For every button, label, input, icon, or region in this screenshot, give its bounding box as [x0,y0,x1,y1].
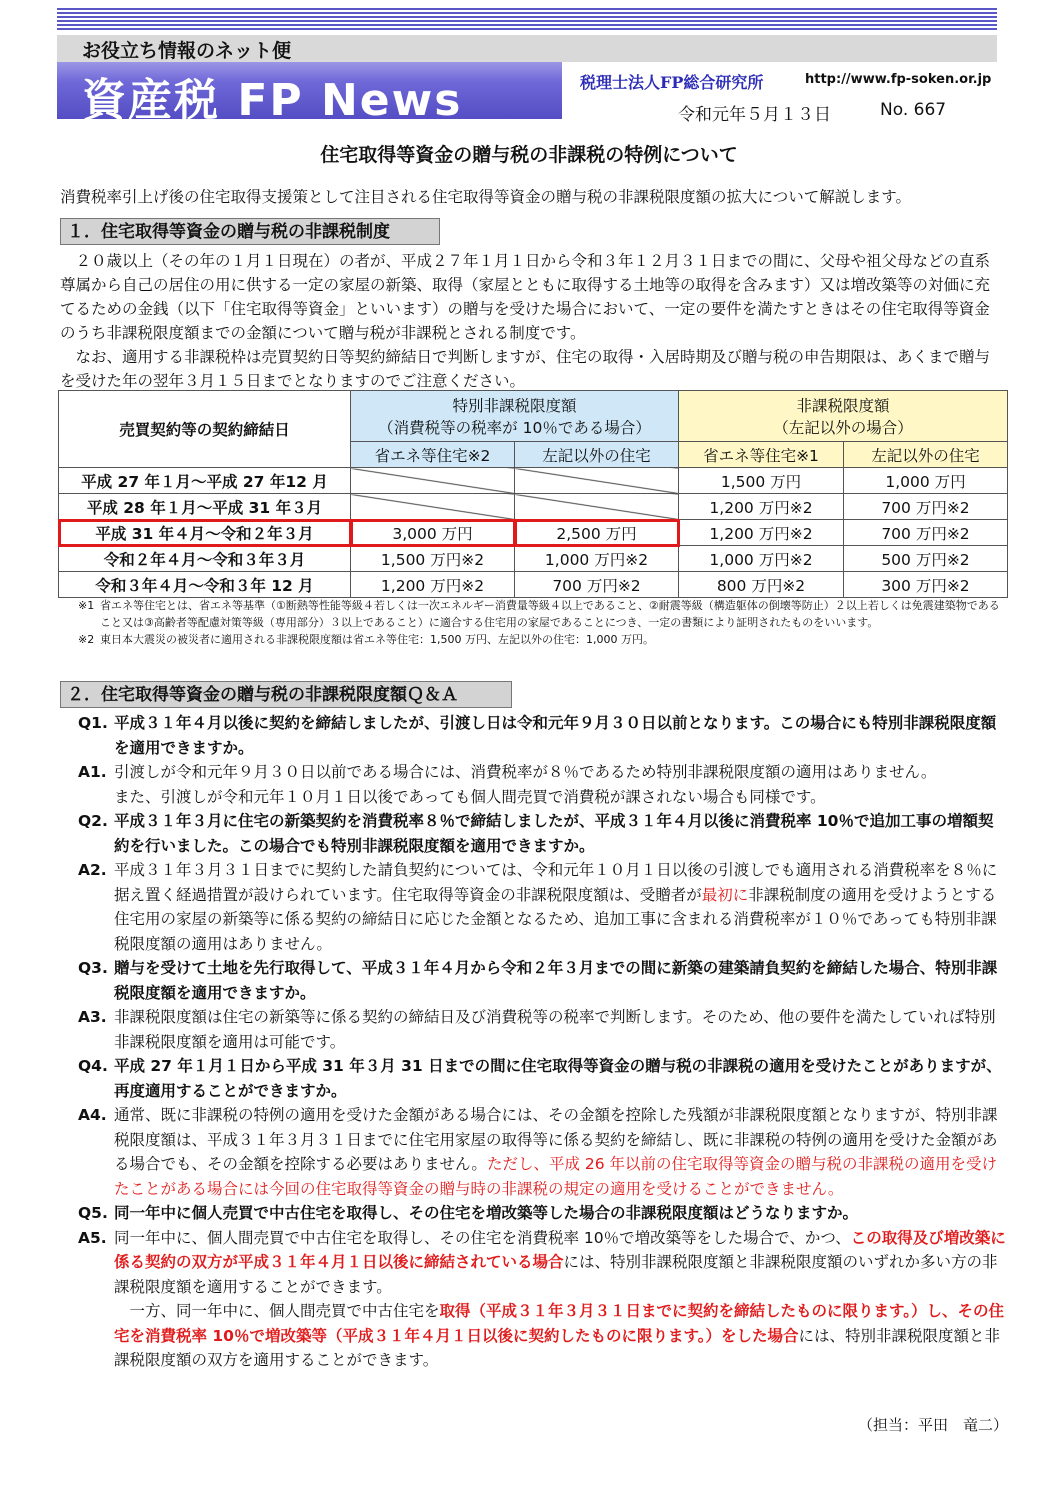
answer-2: A2. 平成３１年３月３１日までに契約した請負契約については、令和元年１０月１日以後の引渡しでも適用される消費税率を８％に据え置く経過措置が設けられています。住宅取得等資金の非課税限度額は、受贈者が最初に非課税制度の適用を受けようとする住宅用の家屋の新築等に係る契約の締結日に応じた金額となるため、追加工事に含まれる消費税率が１０％であっても特別非課税限度額の適用はありません。 [78,861,998,953]
col-header-contract-date: 売買契約等の契約締結日 [59,391,351,468]
header-stripes [57,8,997,34]
sub-header-energy-2: 省エネ等住宅※1 [679,442,844,468]
answer-4: A4. 通常、既に非課税の特例の適用を受けた金額がある場合には、その金額を控除した残額が非課税限度額となりますが、特別非課税限度額は、平成３１年３月３１日までに住宅用家屋の取得等に係る契約を締結し、既に非課税の特例の適用を受けた金額がある場合でも、その金額を控除する必要はありません。ただし、平成 26 年以前の住宅取得等資金の贈与税の非課税の適用を受けたことがある場合には今回の住宅取得等資金の贈与時の非課税の規定の適用を受けることができません。 [78,1106,998,1198]
section2-heading: ２．住宅取得等資金の贈与税の非課税限度額Ｑ＆Ａ [60,681,512,708]
question-4: Q4. 平成 27 年１月１日から平成 31 年３月 31 日までの間に住宅取得等資金の贈与税の非課税の適用を受けたことがありますが、再度適用することができますか。 [78,1057,1002,1100]
article-title: 住宅取得等資金の贈与税の非課税の特例について [320,144,738,166]
sub-header-other-2: 左記以外の住宅 [844,442,1008,468]
section1-heading: １．住宅取得等資金の贈与税の非課税制度 [60,218,440,245]
empty-cell [351,468,515,494]
section1-body [60,249,1000,393]
website-link[interactable]: http://www.fp-soken.or.jp [805,72,992,87]
col-group-normal-limit: 非課税限度額 （左記以外の場合） [679,391,1008,442]
empty-cell [515,494,679,520]
table-row-highlighted: 平成 31 年４月～令和２年３月 3,000 万円 2,500 万円 1,200 万円※2 700 万円※2 [59,520,1008,546]
question-3: Q3. 贈与を受けて土地を先行取得して、平成３１年４月から令和２年３月までの間に新築の建築請負契約を締結した場合、特別非課税限度額を適用できますか。 [78,959,998,1002]
issue-number: No. 667 [880,100,947,120]
answer-5: A5. 同一年中に、個人間売買で中古住宅を取得し、その住宅を消費税率 10％で増改築等をした場合で、かつ、この取得及び増改築に係る契約の双方が平成３１年４月１日以後に締結されている場合には、特別非課税限度額と非課税限度額のいずれか多い方の非課税限度額を適用することができます。 一方、同一年中に、個人間売買で中古住宅を取得（平成３１年３月３１日までに契約を締結したものに限ります。）し、その住宅を消費税率 10％で増改築等（平成３１年４月１日以後に契約したものに限ります。）をした場合には、特別非課税限度額と非課税限度額の双方を適用することができます。 [78,1228,1006,1369]
qa-section [78,711,1008,1373]
empty-cell [515,468,679,494]
newsletter-title: 資産税 FP News [82,75,463,126]
question-1: Q1. 平成３１年４月以後に契約を締結しましたが、引渡し日は令和元年９月３０日以前となります。この場合にも特別非課税限度額を適用できますか。 [78,714,997,757]
sub-header-other-1: 左記以外の住宅 [515,442,679,468]
footnote: ※1 省エネ等住宅とは、省エネ等基準（①断熱等性能等級４若しくは一次エネルギー消費量等級４以上であること、②耐震等級（構造躯体の倒壊等防止）２以上若しくは免震建築物であること又は③高齢者等配慮対策等級（専用部分）３以上であること）に適合する住宅用の家屋であることにつき、一定の書類により証明されたものをいいます。 [78,599,1000,629]
question-5: Q5. 同一年中に個人売買で中古住宅を取得し、その住宅を増改築等した場合の非課税限度額はどうなりますか。 [78,1204,859,1222]
section1-para2: なお、適用する非課税枠は売買契約日等契約締結日で判断しますが、住宅の取得・入居時期及び贈与税の申告期限は、あくまで贈与を受けた年の翌年３月１５日までとなりますのでご注意ください。 [60,348,991,390]
empty-cell [351,494,515,520]
author-credit: （担当：平田 竜二） [858,1416,1009,1434]
question-2: Q2. 平成３１年３月に住宅の新築契約を消費税率８％で締結しましたが、平成３１年４月以後に消費税率 10％で追加工事の増額契約を行いました。この場合でも特別非課税限度額を適用できますか。 [78,812,994,855]
answer-3: A3. 非課税限度額は住宅の新築等に係る契約の締結日及び消費税等の税率で判断します。そのため、他の要件を満たしていれば特別非課税限度額を適用は可能です。 [78,1008,996,1051]
section1-para1: ２０歳以上（その年の１月１日現在）の者が、平成２７年１月１日から令和３年１２月３１日までの間に、父母や祖父母などの直系尊属から自己の居住の用に供する一定の家屋の新築、取得（家屋とともに取得する土地等の取得を含みます）又は増改築等の対価に充てるための金銭（以下「住宅取得等資金」といいます）の贈与を受けた場合において、一定の要件を満たすときはその住宅取得等資金のうち非課税限度額までの金額について贈与税が非課税とされる制度です。 [60,252,991,342]
publisher-name: 税理士法人FP総合研究所 [580,73,764,92]
limits-table [58,390,1008,598]
table-row: 令和３年４月～令和３年 12 月 1,200 万円※2 700 万円※2 800 万円※2 300 万円※2 [59,572,1008,598]
footnote: ※2 東日本大震災の被災者に適用される非課税限度額は省エネ等住宅：1,500 万円、左記以外の住宅：1,000 万円。 [78,633,654,646]
issue-date: 令和元年５月１３日 [678,105,831,125]
article-intro: 消費税率引上げ後の住宅取得支援策として注目される住宅取得等資金の贈与税の非課税限度額の拡大について解説します。 [60,188,911,206]
table-row: 令和２年４月～令和３年３月 1,500 万円※2 1,000 万円※2 1,000 万円※2 500 万円※2 [59,546,1008,572]
table-row: 平成 28 年１月～平成 31 年３月 1,200 万円※2 700 万円※2 [59,494,1008,520]
answer-1: A1. 引渡しが令和元年９月３０日以前である場合には、消費税率が８％であるため特別非課税限度額の適用はありません。 また、引渡しが令和元年１０月１日以後であっても個人間売買で消費税が課されない場合も同様です。 [78,763,937,806]
header-tagline: お役立ち情報のネット便 [82,40,292,62]
table-footnotes [78,597,1008,648]
sub-header-energy-1: 省エネ等住宅※2 [351,442,515,468]
table-row: 平成 27 年１月～平成 27 年12 月 1,500 万円 1,000 万円 [59,468,1008,494]
col-group-special-limit: 特別非課税限度額 （消費税等の税率が 10％である場合） [351,391,679,442]
